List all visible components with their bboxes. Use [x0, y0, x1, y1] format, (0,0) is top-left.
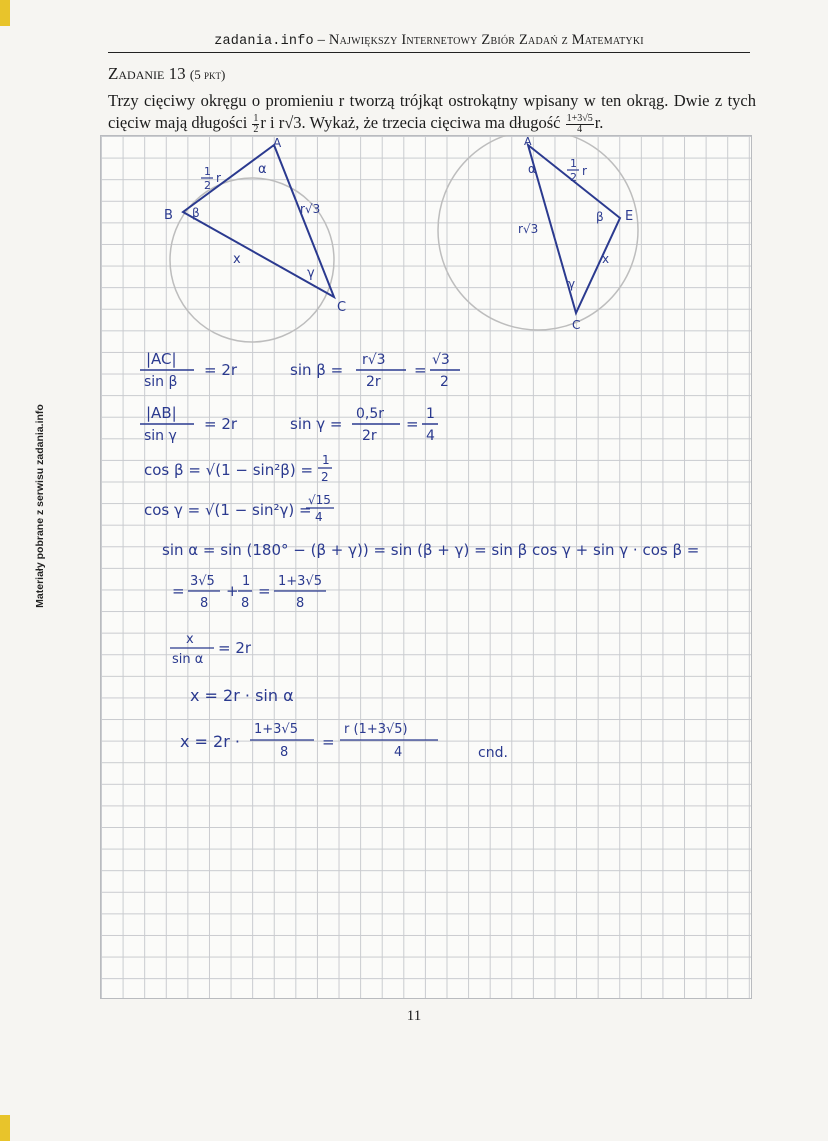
side-source-label: Materiały pobrane z serwisu zadania.info [34, 404, 46, 608]
figure-2-side-left: r√3 [518, 222, 539, 236]
work-l6-a-den: 8 [200, 596, 209, 611]
figure-1-label-C: C [337, 300, 347, 315]
page-header [108, 32, 750, 53]
task-fraction-result-den: 4 [577, 123, 583, 135]
figure-1-label-A: A [273, 136, 282, 150]
work-l6-c-num: 1+3√5 [278, 574, 322, 589]
work-line-1 [140, 350, 460, 390]
task-fraction-half [252, 114, 259, 135]
work-l1b-num: r√3 [362, 352, 386, 368]
header-separator: – [313, 32, 329, 48]
figure-1-side-ab-num: 1 [204, 165, 211, 178]
figure-2-label-C: C [572, 318, 581, 332]
figure-1-side-ab-den: 2 [204, 179, 211, 192]
work-l6-plus: + [226, 582, 239, 600]
work-cnd: cnd. [478, 745, 508, 761]
header-site: zadania.info [214, 34, 314, 49]
work-l9-den2: 4 [394, 745, 403, 760]
work-l1b-den2: 2 [440, 374, 449, 390]
work-l6-b-num: 1 [242, 574, 251, 589]
task-text-part2: r i r√3. Wykaż, że trzecia cięciwa ma długość [260, 113, 565, 132]
work-l2-den: sin γ [144, 428, 177, 444]
figure-2-angle-beta: β [596, 210, 604, 224]
work-l2b-lhs: sin γ = [290, 415, 343, 433]
figure-1-label-B: B [164, 208, 173, 223]
work-l1b-eq: = [414, 361, 427, 379]
task-statement [108, 90, 756, 135]
work-l7-den: sin α [172, 652, 204, 667]
corner-mark-top [0, 0, 10, 26]
work-l1b-num2: √3 [432, 352, 450, 368]
work-l4-den: 4 [315, 510, 323, 524]
work-line-4 [144, 493, 334, 524]
figure-1-side-bc: x [233, 252, 241, 267]
work-line-2 [140, 404, 438, 444]
work-l4-num: √15 [308, 493, 331, 507]
figure-2-side-top-num: 1 [570, 157, 577, 170]
header-title: Największy Internetowy Zbiór Zadań z Matematyki [328, 32, 644, 48]
work-l9-lhs: x = 2r · [180, 732, 240, 751]
task-fraction-result-num: 1+3√5 [566, 112, 593, 124]
work-l1-num: |AC| [146, 350, 177, 368]
work-l3: cos β = √(1 − sin²β) = [144, 461, 314, 479]
figure-1-side-ab-r: r [216, 171, 221, 185]
figure-1-side-ac: r√3 [300, 202, 321, 216]
figure-2-angle-alpha: α [528, 162, 536, 176]
work-l2b-num2: 1 [426, 406, 435, 422]
figure-2-angle-gamma: γ [568, 277, 576, 291]
work-l2b-eq: = [406, 415, 419, 433]
page-number: 11 [406, 1008, 422, 1024]
figure-1-angle-beta: β [192, 206, 200, 220]
task-points: (5 pkt) [189, 67, 226, 82]
work-l5: sin α = sin (180° − (β + γ)) = sin (β + γ) = sin β cos γ + sin γ · cos β = [162, 541, 700, 559]
figure-1 [164, 136, 346, 342]
work-l2-rhs: = 2r [204, 415, 238, 433]
work-l2b-num: 0,5r [356, 406, 385, 422]
handwritten-solution [100, 135, 750, 997]
work-l1-rhs: = 2r [204, 361, 238, 379]
figure-1-angle-alpha: α [258, 162, 267, 177]
work-l3-den: 2 [321, 470, 329, 484]
task-fraction-half-num: 1 [253, 112, 259, 124]
work-l7-rhs: = 2r [218, 639, 252, 657]
task-text-part1: Trzy cięciwy okręgu o promieniu r tworzą trójkąt ostrokątny wpisany w ten okrąg. Dwie z tych cięciw mają długości [108, 91, 756, 132]
figure-2-side-top-den: 2 [570, 171, 577, 184]
figure-2 [438, 135, 638, 332]
figure-1-angle-gamma: γ [307, 266, 315, 281]
work-l9-eq: = [322, 733, 335, 751]
figure-2-label-E: E [625, 209, 634, 224]
work-l8: x = 2r · sin α [190, 686, 294, 705]
task-fraction-half-den: 2 [253, 123, 259, 135]
work-l1b-den: 2r [366, 374, 381, 390]
work-l6-a-num: 3√5 [190, 574, 215, 589]
work-l9-den: 8 [280, 745, 289, 760]
work-line-9 [180, 722, 508, 761]
work-l6-b-den: 8 [241, 596, 250, 611]
task-title [108, 64, 225, 84]
task-text-part3: r. [594, 113, 604, 132]
work-l2b-den: 2r [362, 428, 377, 444]
work-l4: cos γ = √(1 − sin²γ) = [144, 501, 312, 519]
figure-2-label-top: A [524, 135, 532, 148]
work-l2-num: |AB| [146, 404, 177, 422]
work-l9-num2: r (1+3√5) [344, 722, 408, 737]
work-l7-num: x [186, 632, 194, 647]
figure-2-side-top-r: r [582, 164, 587, 178]
work-l1b-lhs: sin β = [290, 361, 344, 379]
work-line-3 [144, 453, 332, 484]
work-l3-num: 1 [322, 453, 330, 467]
task-fraction-result [566, 114, 594, 135]
work-l6-eq: = [172, 582, 185, 600]
work-l6-c-den: 8 [296, 596, 305, 611]
task-title-text: Zadanie 13 [108, 64, 186, 83]
work-l9-num: 1+3√5 [254, 722, 298, 737]
work-line-7 [170, 632, 252, 667]
work-l6-eq2: = [258, 582, 271, 600]
work-line-6 [172, 574, 326, 611]
work-l1-den: sin β [144, 374, 178, 390]
corner-mark-bottom [0, 1115, 10, 1141]
figure-2-side-right: x [602, 252, 610, 266]
work-l2b-den2: 4 [426, 428, 435, 444]
